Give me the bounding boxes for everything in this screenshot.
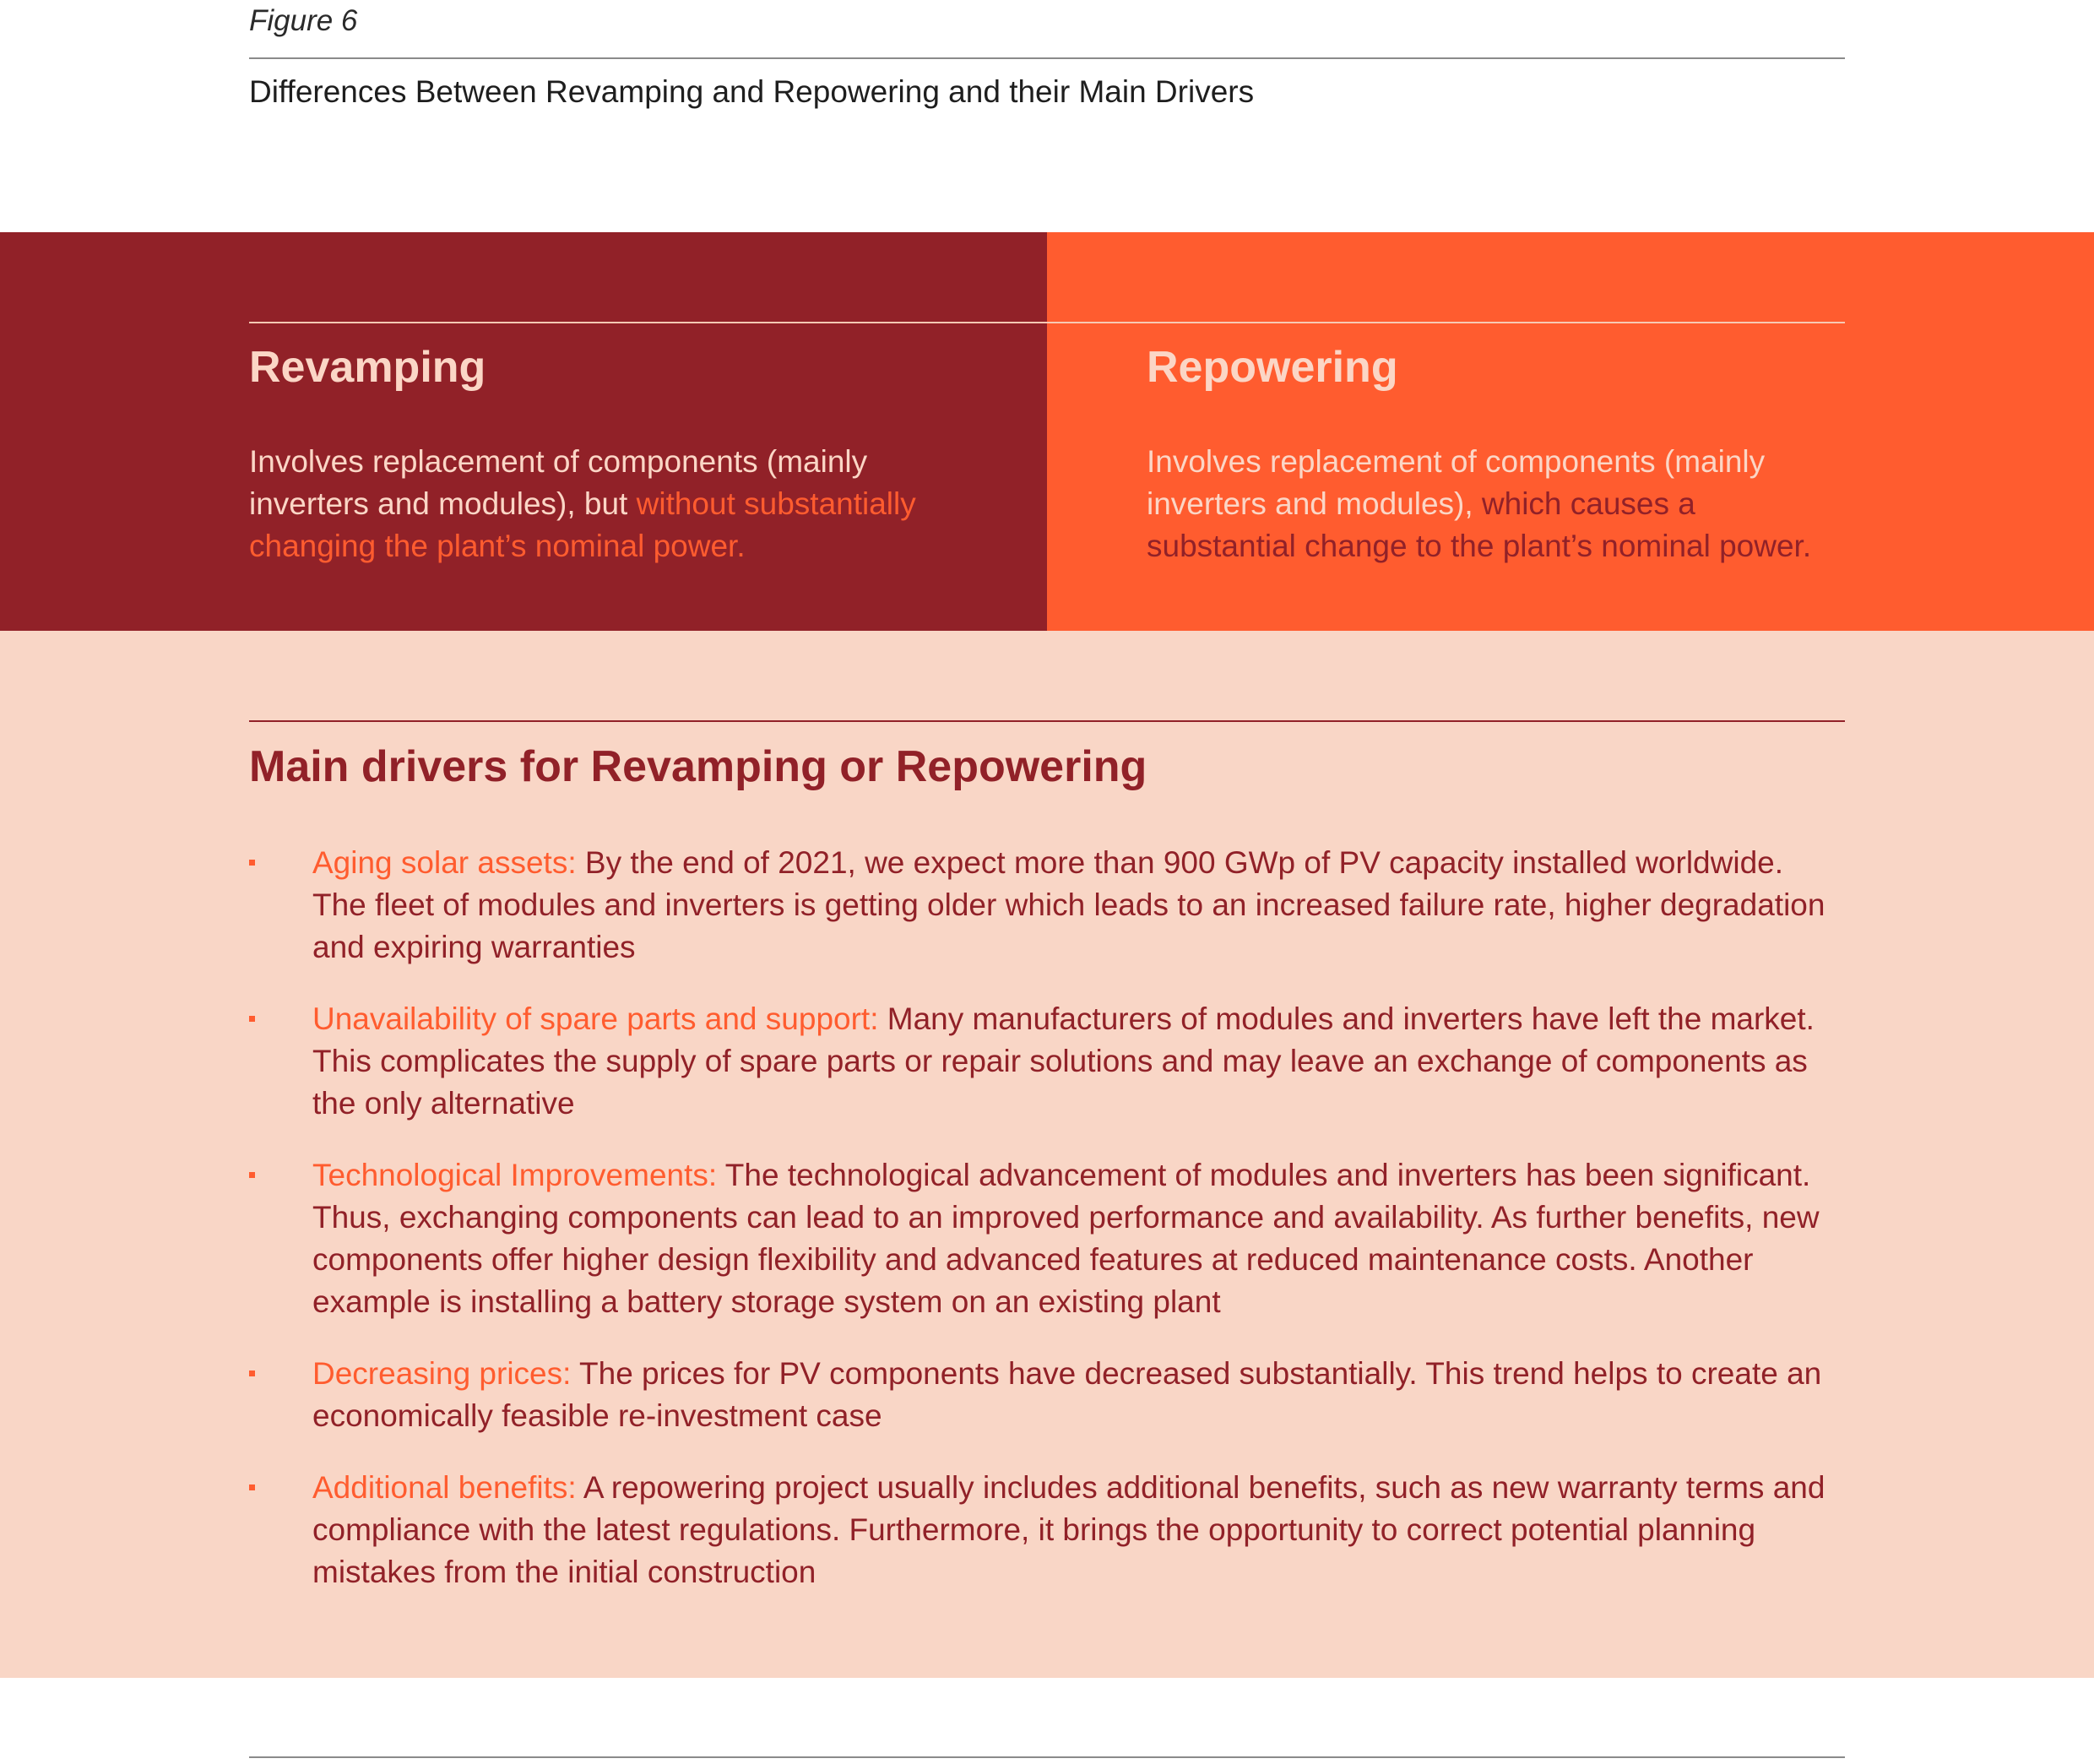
repowering-text: Involves replacement of components (mainly inverters and modules), <box>1147 444 1766 521</box>
driver-item-decreasing-prices <box>312 1353 1841 1437</box>
figure-label: Figure 6 <box>249 4 358 37</box>
revamping-panel <box>0 232 1047 631</box>
repowering-highlight: which causes a substantial change to the plant’s nominal power. <box>1147 486 1812 563</box>
panel-divider <box>249 322 1845 323</box>
repowering-heading: Repowering <box>1147 343 1398 392</box>
bullet-icon <box>249 1370 255 1376</box>
driver-label: Aging solar assets: <box>312 845 577 880</box>
revamping-description <box>249 441 975 567</box>
driver-item-additional-benefits <box>312 1467 1841 1593</box>
driver-text: A repowering project usually includes additional benefits, such as new warranty terms and compliance with the latest regulations. Furthermore, it brings the opportunity to correct potential planning mistakes from the initial construction <box>312 1470 1825 1589</box>
bullet-icon <box>249 860 255 866</box>
driver-text: By the end of 2021, we expect more than 900 GWp of PV capacity installed worldwide. The fleet of modules and inverters is getting older which leads to an increased failure rate, higher degradation and expiring warranties <box>312 845 1825 964</box>
bottom-divider <box>249 1756 1845 1758</box>
driver-text: The prices for PV components have decreased substantially. This trend helps to create an economically feasible re-investment case <box>312 1356 1822 1433</box>
driver-item-aging-assets <box>312 842 1841 969</box>
driver-text: The technological advancement of modules and inverters has been significant. Thus, exchanging components can lead to an improved performance and availability. As further benefits, new components offer higher design flexibility and advanced features at reduced maintenance costs. Another example is installing a battery storage system on an existing plant <box>312 1158 1820 1319</box>
drivers-divider <box>249 720 1845 722</box>
driver-label: Additional benefits: <box>312 1470 577 1505</box>
driver-label: Unavailability of spare parts and support: <box>312 1001 879 1036</box>
revamping-text: Involves replacement of components (mainly inverters and modules), but <box>249 444 868 521</box>
driver-label: Technological Improvements: <box>312 1158 718 1192</box>
revamping-highlight: without substantially changing the plant’s nominal power. <box>249 486 916 563</box>
driver-item-tech-improvements <box>312 1154 1841 1323</box>
revamping-heading: Revamping <box>249 343 486 392</box>
divider <box>249 57 1845 59</box>
bullet-icon <box>249 1484 255 1490</box>
repowering-panel <box>1047 232 2094 631</box>
driver-item-spare-parts <box>312 998 1841 1125</box>
drivers-title: Main drivers for Revamping or Repowering <box>249 742 1147 791</box>
repowering-description <box>1147 441 1847 567</box>
bullet-icon <box>249 1172 255 1178</box>
driver-text: Many manufacturers of modules and inverters have left the market. This complicates the supply of spare parts or repair solutions and may leave an exchange of components as the only alternative <box>312 1001 1815 1121</box>
bullet-icon <box>249 1016 255 1022</box>
figure-title: Differences Between Revamping and Repowering and their Main Drivers <box>249 74 1255 109</box>
driver-label: Decreasing prices: <box>312 1356 572 1391</box>
